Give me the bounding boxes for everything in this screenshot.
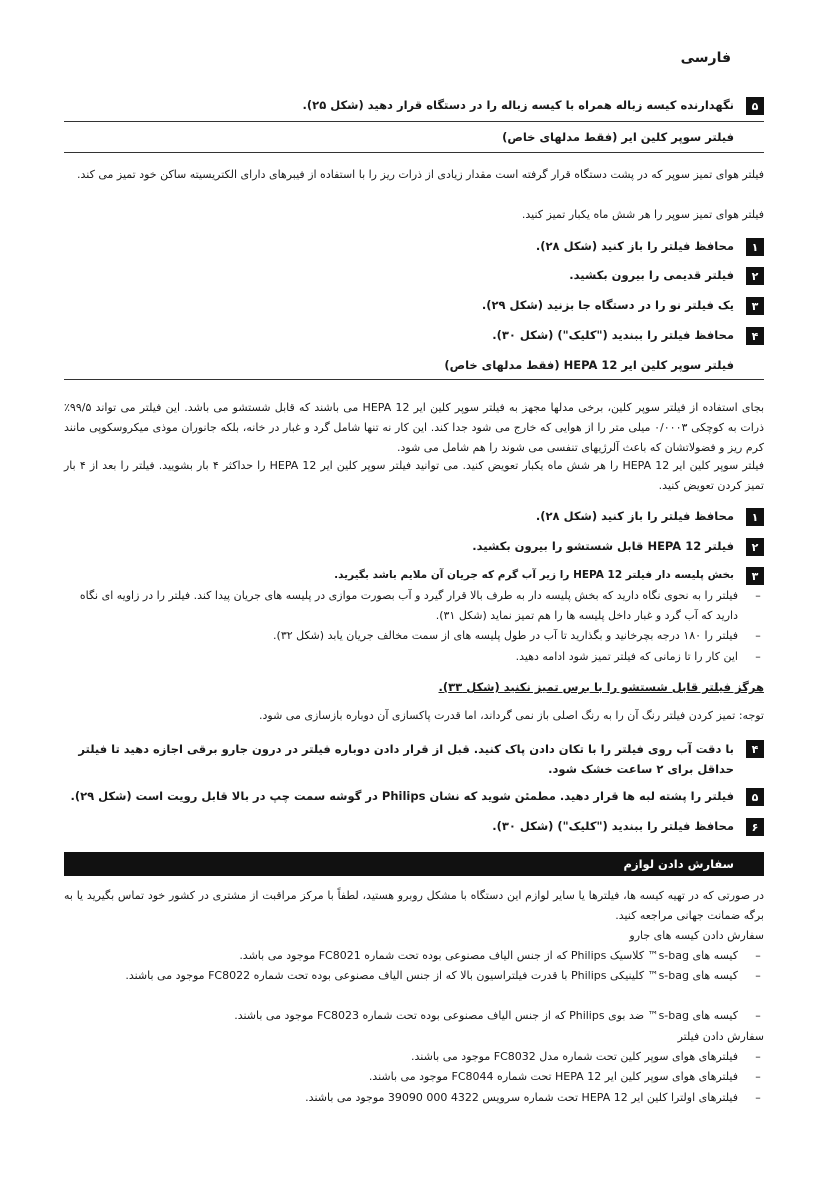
list-item: – فیلترهای هوای سوپر کلین ایر HEPA 12 تحت شماره FC8044 موجود می باشند. (64, 1067, 764, 1087)
step-text: فیلتر HEPA 12 قابل شستشو را بیرون بکشید. (472, 539, 734, 553)
step-item (64, 739, 764, 779)
step-item (64, 237, 764, 256)
list-item: – فیلترهای اولترا کلین ایر HEPA 12 تحت شماره سرویس 4322 000 39090 موجود می باشند. (64, 1088, 764, 1108)
divider (64, 379, 764, 380)
list-item-text: کیسه های s-bag™ ضد بوی Philips که از جنس الیاف مصنوعی بوده تحت شماره FC8023 موجود می باشند. (234, 1009, 738, 1022)
step-text: محافظ فیلتر را ببندید ("کلیک") (شکل ۳۰). (492, 328, 734, 342)
step-text: محافظ فیلتر را باز کنید (شکل ۲۸). (535, 509, 734, 523)
list-item: – فیلتر را به نحوی نگاه دارید که بخش پلیسه دار به طرف بالا قرار گیرد و آب بصورت موازی در پلیسه های جریان پیدا کند. فیلتر را در زاویه ای نگاه دارید که آب گرد و غبار داخل پلیسه ها را هم تمیز نماید (شکل ۳۱). (64, 586, 764, 626)
step-number: ۳ (746, 297, 764, 315)
step-number: ۲ (746, 538, 764, 556)
paragraph: فیلتر هوای تمیز سوپر را هر شش ماه یکبار تمیز کنید. (521, 208, 764, 221)
subsection-title: سفارش دادن کیسه های جارو (629, 929, 764, 942)
step-text: فیلتر قدیمی را بیرون بکشید. (569, 268, 734, 282)
warning-text: هرگز فیلتر قابل شستشو را با برس تمیز نکنید (شکل ۳۳). (438, 680, 764, 694)
list-item-text: فیلتر را به نحوی نگاه دارید که بخش پلیسه دار به طرف بالا قرار گیرد و آب بصورت موازی در پلیسه های جریان پیدا کند. فیلتر را در زاویه ای نگاه دارید که آب گرد و غبار داخل پلیسه ها را هم تمیز نماید (شکل ۳۱). (79, 589, 738, 622)
language-label: فارسی (680, 50, 731, 66)
step-number: ۴ (746, 740, 764, 758)
step-text: محافظ فیلتر را ببندید ("کلیک") (شکل ۳۰). (492, 819, 734, 833)
step-number: ۲ (746, 267, 764, 285)
step-number: ۳ (746, 567, 764, 585)
list-item: – کیسه های s-bag™ کلاسیک Philips که از جنس الیاف مصنوعی بوده تحت شماره FC8021 موجود می باشد. (64, 946, 764, 966)
step-text: بخش پلیسه دار فیلتر HEPA 12 را زیر آب گرم که جریان آن ملایم باشد بگیرید. (334, 569, 734, 581)
step-item (64, 296, 764, 315)
step-text: محافظ فیلتر را باز کنید (شکل ۲۸). (535, 239, 734, 253)
note-text: توجه: تمیز کردن فیلتر رنگ آن را به رنگ اصلی باز نمی گرداند، اما قدرت پاکسازی آن دوباره بازسازی می شود. (259, 709, 764, 722)
divider (64, 121, 764, 122)
paragraph: فیلتر هوای تمیز سوپر که در پشت دستگاه قرار گرفته است مقدار زیادی از ذرات ریز را با استفاده از فیبرهای دارای الکتریسیته ساکن خود تمیز می کند. (77, 168, 764, 181)
step-item (64, 266, 764, 285)
step-number: ۱ (746, 508, 764, 526)
section-heading: فیلتر سوپر کلین ایر HEPA 12 (فقط مدلهای خاص) (444, 358, 734, 372)
step-item (64, 326, 764, 345)
list-item-text: کیسه های s-bag™ کلینیکی Philips با قدرت فیلتراسیون بالا که از جنس الیاف مصنوعی بوده تحت شماره FC8022 موجود می باشند. (125, 969, 738, 982)
step-item (64, 817, 764, 836)
step-text: با دقت آب روی فیلتر را با تکان دادن پاک کنید. قبل از قرار دادن دوباره فیلتر در درون جارو برقی اجازه دهید تا فیلتر حداقل برای ۲ ساعت خشک شود. (78, 742, 734, 776)
step-number: ۵ (746, 788, 764, 806)
step-item (64, 787, 764, 806)
list-item: – کیسه های s-bag™ کلینیکی Philips با قدرت فیلتراسیون بالا که از جنس الیاف مصنوعی بوده تحت شماره FC8022 موجود می باشند. (64, 966, 764, 986)
section-heading: فیلتر سوپر کلین ایر (فقط مدلهای خاص) (502, 130, 734, 144)
list-item-text: فیلترهای اولترا کلین ایر HEPA 12 تحت شماره سرویس 4322 000 39090 موجود می باشند. (305, 1091, 738, 1104)
list-item: – کیسه های s-bag™ ضد بوی Philips که از جنس الیاف مصنوعی بوده تحت شماره FC8023 موجود می باشند. (64, 1006, 764, 1026)
step-text: نگهدارنده کیسه زباله همراه با کیسه زباله را در دستگاه قرار دهید (شکل ۲۵). (302, 98, 734, 112)
list-item: – این کار را تا زمانی که فیلتر تمیز شود ادامه دهید. (64, 647, 764, 667)
list-item: – فیلتر را ۱۸۰ درجه بچرخانید و بگذارید تا آب در طول پلیسه های از سمت مخالف جریان یابد (شکل ۳۲). (64, 626, 764, 646)
step-number: ۴ (746, 327, 764, 345)
list-item-text: این کار را تا زمانی که فیلتر تمیز شود ادامه دهید. (515, 650, 738, 663)
list-item-text: کیسه های s-bag™ کلاسیک Philips که از جنس الیاف مصنوعی بوده تحت شماره FC8021 موجود می باشد. (239, 949, 738, 962)
step-item (64, 96, 764, 115)
section-heading: سفارش دادن لوازم (623, 857, 734, 871)
list-item-text: فیلتر را ۱۸۰ درجه بچرخانید و بگذارید تا آب در طول پلیسه های از سمت مخالف جریان یابد (شکل ۳۲). (273, 629, 738, 642)
step-item (64, 566, 764, 585)
step-text: یک فیلتر نو را در دستگاه جا بزنید (شکل ۲۹). (481, 298, 734, 312)
paragraph: فیلتر سوپر کلین ایر HEPA 12 را هر شش ماه یکبار تعویض کنید. می توانید فیلتر سوپر کلین ایر HEPA 12 را حداکثر ۴ بار بشویید. فیلتر را بعد از ۴ بار تمیز کردن تعویض کنید. (64, 459, 764, 492)
paragraph: در صورتی که در تهیه کیسه ها، فیلترها یا سایر لوازم این دستگاه با مشکل روبرو هستید، لطفاً با مرکز مراقبت از مشتری در کشور خود تماس بگیرید یا به برگه ضمانت جهانی مراجعه کنید. (64, 889, 764, 922)
subsection-title: سفارش دادن فیلتر (677, 1030, 764, 1043)
step-number: ۵ (746, 97, 764, 115)
step-text: فیلتر را پشته لبه ها قرار دهید. مطمئن شوید که نشان Philips در گوشه سمت چپ در بالا قابل رویت است (شکل ۲۹). (70, 789, 734, 803)
step-item (64, 537, 764, 556)
paragraph: بجای استفاده از فیلتر سوپر کلین، برخی مدلها مجهز به فیلتر سوپر کلین ایر HEPA 12 می باشند که قابل شستشو می باشد. این فیلتر می تواند ۹۹/۵٪ ذرات به کوچکی ۰/۰۰۰۳ میلی متر را از هوایی که خارج می شود جدا کند. این کار نه تنها شامل گرد و غبار در خانه، بلکه جانوران موذی میکروسکوپی مانند کرم ریز و فضولاتشان که باعث آلرژیهای تنفسی می شوند را هم شامل می شود. (64, 401, 765, 454)
list-item-text: فیلترهای هوای سوپر کلین تحت شماره مدل FC8032 موجود می باشند. (411, 1050, 738, 1063)
step-number: ۱ (746, 238, 764, 256)
divider (64, 152, 764, 153)
step-number: ۶ (746, 818, 764, 836)
section-heading-bar (64, 852, 764, 876)
list-item: – فیلترهای هوای سوپر کلین تحت شماره مدل FC8032 موجود می باشند. (64, 1047, 764, 1067)
list-item-text: فیلترهای هوای سوپر کلین ایر HEPA 12 تحت شماره FC8044 موجود می باشند. (368, 1070, 738, 1083)
step-item (64, 507, 764, 526)
